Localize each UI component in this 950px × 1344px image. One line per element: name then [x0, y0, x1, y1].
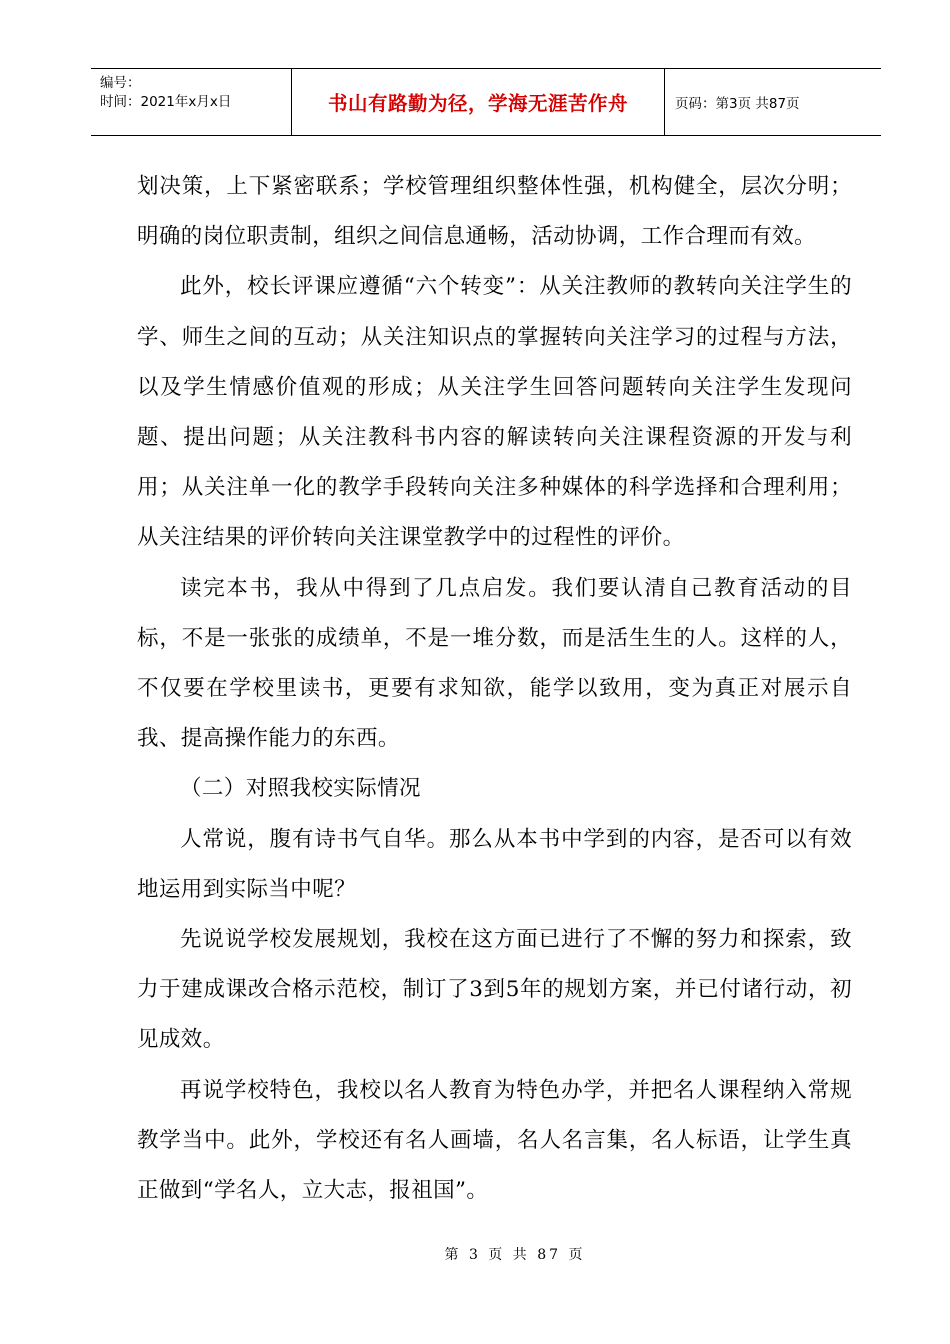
page-footer: [0, 1244, 950, 1264]
header-motto: 书山有路勤为径，学海无涯苦作舟: [292, 69, 665, 135]
paragraph: 人常说，腹有诗书气自华。那么从本书中学到的内容，是否可以有效地运用到实际当中呢？: [137, 826, 852, 902]
section-heading: （二）对照我校实际情况: [180, 776, 421, 802]
header-page-info: 页码：第3页 共87页: [675, 96, 800, 112]
paragraph-continuation: 划决策，上下紧密联系；学校管理组织整体性强，机构健全，层次分明；明确的岗位职责制，组织之间信息通畅，活动协调，工作合理而有效。: [137, 174, 852, 250]
paragraph: 再说学校特色，我校以名人教育为特色办学，并把名人课程纳入常规教学当中。此外，学校还有名人画墙，名人名言集，名人标语，让学生真正做到“学名人，立大志，报祖国”。: [137, 1077, 852, 1204]
paragraph: 读完本书，我从中得到了几点启发。我们要认清自己教育活动的目标，不是一张张的成绩单，不是一堆分数，而是活生生的人。这样的人，不仅要在学校里读书，更要有求知欲，能学以致用，变为真正对展示自我、提高操作能力的东西。: [137, 575, 852, 752]
serial-label: 编号：: [100, 75, 141, 91]
footer-page-number: 第 3 页 共 87 页: [444, 1247, 586, 1263]
paragraph: 此外，校长评课应遵循“六个转变”：从关注教师的教转向关注学生的学、师生之间的互动；从关注知识点的掌握转向关注学习的过程与方法，以及学生情感价值观的形成；从关注学生回答问题转向关注学生发现问题、提出问题；从关注教科书内容的解读转向关注课程资源的开发与利用；从关注单一化的教学手段转向关注多种媒体的科学选择和合理利用；从关注结果的评价转向关注课堂教学中的过程性的评价。: [137, 274, 852, 551]
paragraph: 先说说学校发展规划，我校在这方面已进行了不懈的努力和探索，致力于建成课改合格示范校，制订了3到5年的规划方案，并已付诸行动，初见成效。: [137, 927, 852, 1053]
time-label: 时间：2021年x月x日: [100, 94, 232, 110]
header-meta: [91, 69, 292, 135]
page-header: [91, 68, 881, 136]
document-body: [137, 162, 852, 1216]
